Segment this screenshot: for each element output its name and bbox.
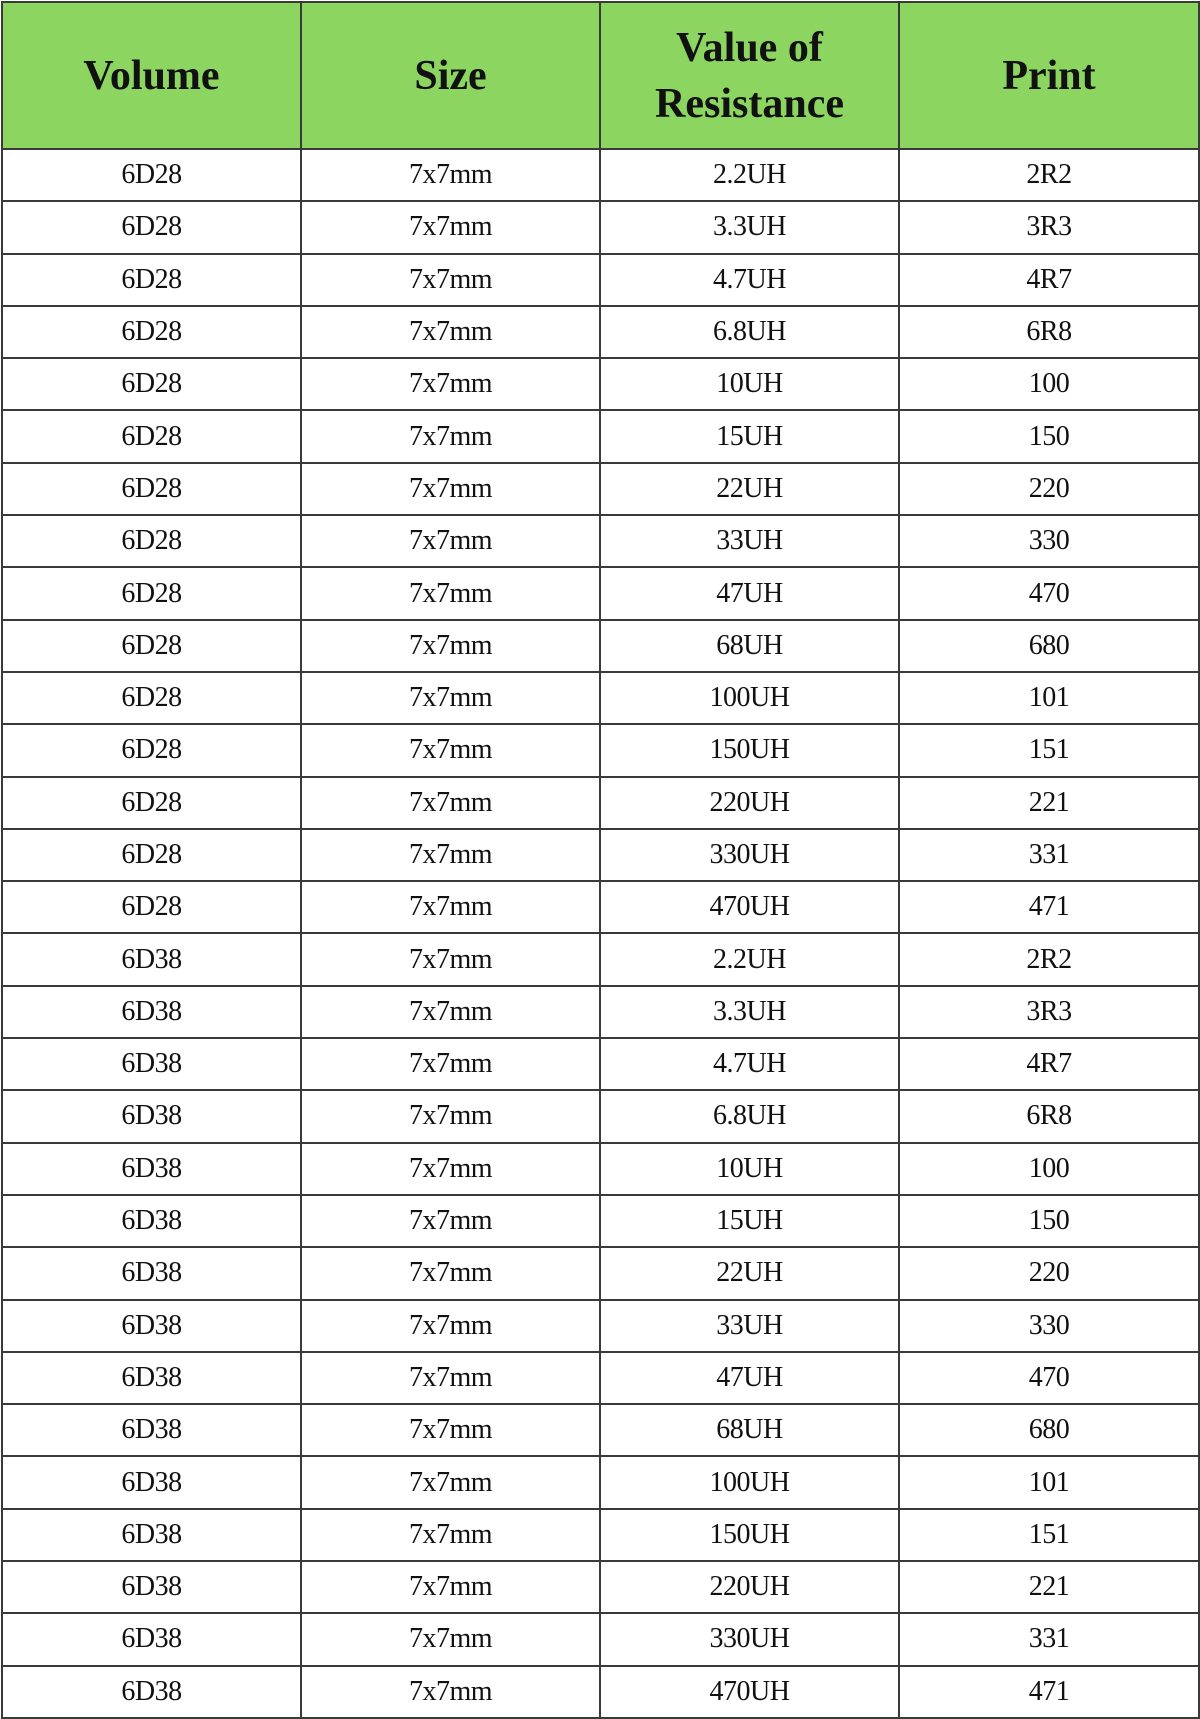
cell-size: 7x7mm: [301, 829, 600, 881]
table-body: [2, 149, 1199, 1718]
header-value-line-1: Value of: [676, 24, 823, 71]
cell-volume: 6D38: [2, 1613, 301, 1665]
cell-volume: 6D28: [2, 567, 301, 619]
cell-value: 2.2UH: [600, 149, 899, 201]
table-row: [2, 1613, 1199, 1665]
table-row: [2, 515, 1199, 567]
cell-value: 33UH: [600, 515, 899, 567]
cell-print: 680: [899, 620, 1199, 672]
cell-value: 4.7UH: [600, 254, 899, 306]
inductor-spec-table: [1, 1, 1200, 1719]
cell-size: 7x7mm: [301, 1143, 600, 1195]
cell-volume: 6D28: [2, 201, 301, 253]
table-row: [2, 672, 1199, 724]
table-row: [2, 881, 1199, 933]
cell-size: 7x7mm: [301, 149, 600, 201]
cell-print: 150: [899, 1195, 1199, 1247]
cell-size: 7x7mm: [301, 1404, 600, 1456]
cell-volume: 6D28: [2, 306, 301, 358]
header-size: Size: [301, 2, 600, 149]
table-row: [2, 1404, 1199, 1456]
header-value-of-resistance: [600, 2, 899, 149]
cell-volume: 6D38: [2, 1561, 301, 1613]
cell-print: 470: [899, 567, 1199, 619]
cell-volume: 6D28: [2, 358, 301, 410]
cell-print: 150: [899, 410, 1199, 462]
table-row: [2, 1247, 1199, 1299]
cell-size: 7x7mm: [301, 881, 600, 933]
cell-size: 7x7mm: [301, 1090, 600, 1142]
cell-volume: 6D28: [2, 881, 301, 933]
cell-size: 7x7mm: [301, 1456, 600, 1508]
table-row: [2, 1352, 1199, 1404]
cell-value: 6.8UH: [600, 1090, 899, 1142]
cell-value: 33UH: [600, 1300, 899, 1352]
header-volume: Volume: [2, 2, 301, 149]
cell-size: 7x7mm: [301, 1195, 600, 1247]
cell-print: 151: [899, 724, 1199, 776]
table-row: [2, 1195, 1199, 1247]
table-row: [2, 201, 1199, 253]
cell-volume: 6D28: [2, 620, 301, 672]
cell-print: 3R3: [899, 986, 1199, 1038]
cell-size: 7x7mm: [301, 1247, 600, 1299]
cell-volume: 6D28: [2, 724, 301, 776]
cell-volume: 6D28: [2, 672, 301, 724]
cell-size: 7x7mm: [301, 1509, 600, 1561]
cell-print: 101: [899, 672, 1199, 724]
cell-value: 470UH: [600, 1666, 899, 1718]
cell-value: 330UH: [600, 829, 899, 881]
table-row: [2, 358, 1199, 410]
cell-size: 7x7mm: [301, 672, 600, 724]
cell-print: 330: [899, 1300, 1199, 1352]
table-row: [2, 567, 1199, 619]
table-row: [2, 149, 1199, 201]
cell-value: 3.3UH: [600, 201, 899, 253]
cell-value: 330UH: [600, 1613, 899, 1665]
cell-print: 471: [899, 1666, 1199, 1718]
cell-print: 220: [899, 1247, 1199, 1299]
cell-size: 7x7mm: [301, 1561, 600, 1613]
cell-volume: 6D38: [2, 1352, 301, 1404]
cell-print: 221: [899, 1561, 1199, 1613]
table-row: [2, 306, 1199, 358]
cell-print: 680: [899, 1404, 1199, 1456]
cell-value: 3.3UH: [600, 986, 899, 1038]
cell-size: 7x7mm: [301, 1352, 600, 1404]
cell-value: 220UH: [600, 1561, 899, 1613]
table-row: [2, 254, 1199, 306]
cell-print: 221: [899, 777, 1199, 829]
cell-value: 220UH: [600, 777, 899, 829]
cell-print: 4R7: [899, 1038, 1199, 1090]
cell-value: 6.8UH: [600, 306, 899, 358]
cell-volume: 6D38: [2, 1509, 301, 1561]
cell-volume: 6D38: [2, 1666, 301, 1718]
table-row: [2, 829, 1199, 881]
cell-print: 331: [899, 1613, 1199, 1665]
table-header: [2, 2, 1199, 149]
cell-print: 2R2: [899, 149, 1199, 201]
cell-volume: 6D28: [2, 254, 301, 306]
cell-size: 7x7mm: [301, 1666, 600, 1718]
table-row: [2, 463, 1199, 515]
table-row: [2, 1300, 1199, 1352]
cell-volume: 6D38: [2, 1090, 301, 1142]
cell-size: 7x7mm: [301, 515, 600, 567]
cell-print: 471: [899, 881, 1199, 933]
cell-size: 7x7mm: [301, 986, 600, 1038]
cell-value: 100UH: [600, 1456, 899, 1508]
cell-value: 68UH: [600, 620, 899, 672]
cell-value: 2.2UH: [600, 933, 899, 985]
cell-print: 2R2: [899, 933, 1199, 985]
cell-size: 7x7mm: [301, 777, 600, 829]
cell-volume: 6D38: [2, 1247, 301, 1299]
cell-volume: 6D38: [2, 1404, 301, 1456]
cell-size: 7x7mm: [301, 620, 600, 672]
table-row: [2, 1090, 1199, 1142]
cell-volume: 6D38: [2, 933, 301, 985]
cell-size: 7x7mm: [301, 306, 600, 358]
cell-value: 15UH: [600, 1195, 899, 1247]
cell-value: 68UH: [600, 1404, 899, 1456]
cell-volume: 6D28: [2, 410, 301, 462]
cell-volume: 6D28: [2, 829, 301, 881]
cell-volume: 6D38: [2, 1038, 301, 1090]
cell-volume: 6D28: [2, 515, 301, 567]
table-row: [2, 724, 1199, 776]
table-row: [2, 933, 1199, 985]
cell-volume: 6D38: [2, 1456, 301, 1508]
cell-value: 15UH: [600, 410, 899, 462]
header-value-line-2: Resistance: [655, 80, 844, 127]
table-row: [2, 1509, 1199, 1561]
cell-value: 10UH: [600, 358, 899, 410]
cell-size: 7x7mm: [301, 567, 600, 619]
cell-volume: 6D28: [2, 777, 301, 829]
cell-value: 22UH: [600, 463, 899, 515]
cell-print: 100: [899, 1143, 1199, 1195]
table-row: [2, 1561, 1199, 1613]
cell-print: 4R7: [899, 254, 1199, 306]
header-row: [2, 2, 1199, 149]
cell-size: 7x7mm: [301, 254, 600, 306]
cell-value: 10UH: [600, 1143, 899, 1195]
cell-print: 331: [899, 829, 1199, 881]
table-row: [2, 1038, 1199, 1090]
cell-volume: 6D28: [2, 463, 301, 515]
cell-size: 7x7mm: [301, 410, 600, 462]
cell-print: 151: [899, 1509, 1199, 1561]
table-row: [2, 777, 1199, 829]
cell-volume: 6D38: [2, 1143, 301, 1195]
cell-volume: 6D28: [2, 149, 301, 201]
cell-volume: 6D38: [2, 986, 301, 1038]
table-row: [2, 1456, 1199, 1508]
cell-value: 47UH: [600, 1352, 899, 1404]
cell-print: 6R8: [899, 306, 1199, 358]
header-print: Print: [899, 2, 1199, 149]
cell-size: 7x7mm: [301, 1300, 600, 1352]
cell-print: 470: [899, 1352, 1199, 1404]
cell-size: 7x7mm: [301, 358, 600, 410]
table-row: [2, 1666, 1199, 1718]
cell-size: 7x7mm: [301, 1038, 600, 1090]
cell-size: 7x7mm: [301, 724, 600, 776]
cell-print: 6R8: [899, 1090, 1199, 1142]
cell-size: 7x7mm: [301, 463, 600, 515]
cell-print: 100: [899, 358, 1199, 410]
cell-volume: 6D38: [2, 1300, 301, 1352]
cell-print: 330: [899, 515, 1199, 567]
table-row: [2, 410, 1199, 462]
cell-print: 3R3: [899, 201, 1199, 253]
cell-volume: 6D38: [2, 1195, 301, 1247]
cell-value: 150UH: [600, 724, 899, 776]
cell-size: 7x7mm: [301, 1613, 600, 1665]
cell-value: 47UH: [600, 567, 899, 619]
cell-value: 470UH: [600, 881, 899, 933]
table-row: [2, 986, 1199, 1038]
cell-size: 7x7mm: [301, 933, 600, 985]
cell-value: 150UH: [600, 1509, 899, 1561]
table-row: [2, 620, 1199, 672]
cell-value: 22UH: [600, 1247, 899, 1299]
cell-value: 100UH: [600, 672, 899, 724]
cell-print: 220: [899, 463, 1199, 515]
cell-size: 7x7mm: [301, 201, 600, 253]
cell-value: 4.7UH: [600, 1038, 899, 1090]
cell-print: 101: [899, 1456, 1199, 1508]
table-row: [2, 1143, 1199, 1195]
